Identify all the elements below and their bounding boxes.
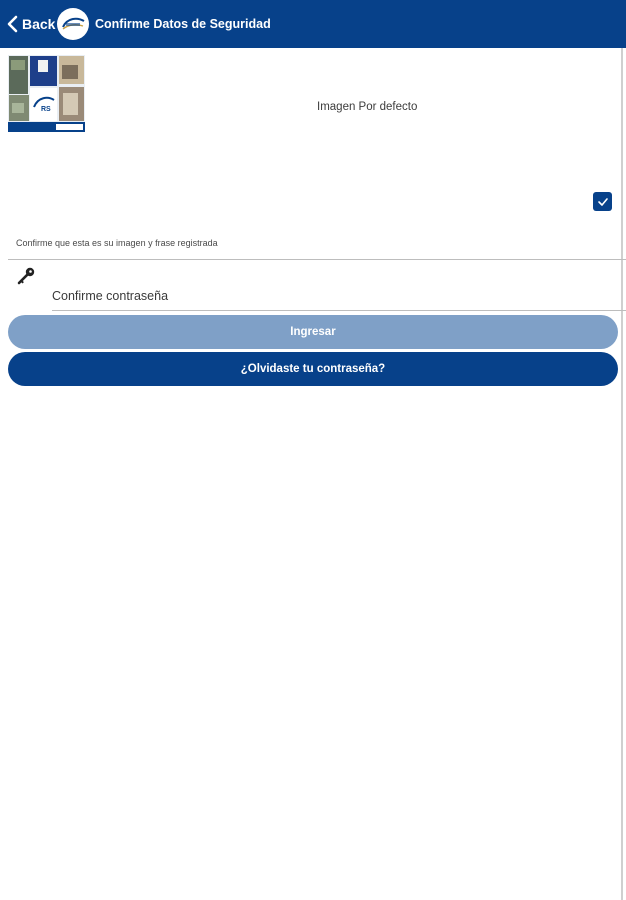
check-icon (597, 196, 609, 208)
login-button[interactable] (8, 315, 618, 349)
forgot-password-button[interactable] (8, 352, 618, 386)
image-caption: Imagen Por defecto (317, 101, 418, 113)
password-field[interactable] (52, 284, 620, 308)
confirm-checkbox[interactable] (593, 192, 612, 211)
back-label: Back (22, 16, 56, 32)
app-logo (57, 8, 89, 40)
password-underline (52, 310, 626, 311)
security-image (8, 55, 85, 132)
header-bar (0, 0, 626, 48)
divider (8, 259, 626, 260)
back-button[interactable] (6, 12, 55, 36)
svg-text:RS: RS (41, 106, 51, 113)
scrollbar-track (621, 48, 623, 900)
login-button-label: Ingresar (290, 326, 336, 338)
chevron-left-icon (6, 15, 18, 33)
forgot-password-label: ¿Olvidaste tu contraseña? (240, 363, 386, 375)
page-title: Confirme Datos de Seguridad (95, 17, 271, 31)
confirm-instruction: Confirme que esta es su imagen y frase registrada (16, 238, 218, 248)
key-icon (16, 266, 36, 286)
